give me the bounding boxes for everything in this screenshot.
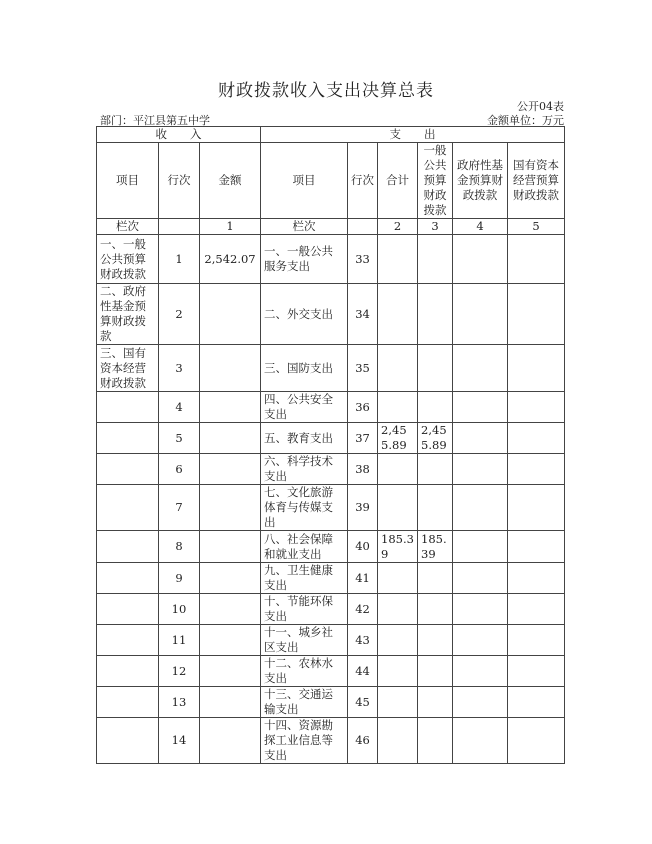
cell-fund: [453, 718, 508, 764]
cell-general: [418, 594, 453, 625]
cell-in-amount: [200, 454, 261, 485]
table-row: [97, 485, 565, 531]
cell-in-item: [97, 531, 159, 563]
cell-in-line: 3: [159, 345, 200, 392]
col-line: 行次: [159, 143, 200, 219]
cell-out-item: 十三、交通运输支出: [261, 687, 348, 718]
cell-general: [418, 485, 453, 531]
cell-in-amount: [200, 531, 261, 563]
cell-in-item: [97, 594, 159, 625]
cell-fund: [453, 345, 508, 392]
cell-out-item: 一、一般公共服务支出: [261, 235, 348, 284]
cell-out-item: 八、社会保障和就业支出: [261, 531, 348, 563]
cell-fund: [453, 687, 508, 718]
cell-capital: [508, 392, 565, 423]
cell-out-line: 43: [348, 625, 378, 656]
income-header: 收 入: [97, 127, 261, 143]
cell-total: [378, 284, 418, 345]
cell-in-item: 一、一般公共预算财政拨款: [97, 235, 159, 284]
cell-out-item: 十一、城乡社区支出: [261, 625, 348, 656]
cell-in-line: 5: [159, 423, 200, 454]
cell-out-line: 40: [348, 531, 378, 563]
cell-out-line: 41: [348, 563, 378, 594]
table-row: [97, 718, 565, 764]
cell-general: [418, 284, 453, 345]
cell-in-amount: [200, 392, 261, 423]
cell-in-line: 13: [159, 687, 200, 718]
table-row: [97, 235, 565, 284]
cell-out-line: 42: [348, 594, 378, 625]
amount-unit: 金额单位：万元: [487, 114, 564, 127]
cell-in-line: 6: [159, 454, 200, 485]
table-row: [97, 423, 565, 454]
cell-out-line: 38: [348, 454, 378, 485]
cell-out-item: 十二、农林水支出: [261, 656, 348, 687]
col-row-1: 1: [200, 219, 261, 235]
expense-header: 支 出: [261, 127, 565, 143]
cell-fund: [453, 563, 508, 594]
cell-total: [378, 235, 418, 284]
cell-total: [378, 656, 418, 687]
cell-general: [418, 718, 453, 764]
cell-total: [378, 345, 418, 392]
col-row-4: 4: [453, 219, 508, 235]
cell-fund: [453, 485, 508, 531]
cell-fund: [453, 284, 508, 345]
cell-total: [378, 625, 418, 656]
cell-capital: [508, 718, 565, 764]
cell-in-item: [97, 625, 159, 656]
table-row: [97, 625, 565, 656]
cell-capital: [508, 423, 565, 454]
cell-in-amount: [200, 625, 261, 656]
cell-total: [378, 718, 418, 764]
cell-out-line: 44: [348, 656, 378, 687]
col-gov-fund: 政府性基金预算财政拨款: [453, 143, 508, 219]
table-row: [97, 687, 565, 718]
col-row-5: 5: [508, 219, 565, 235]
cell-in-amount: [200, 345, 261, 392]
col-row-label2: 栏次: [261, 219, 348, 235]
cell-in-line: 9: [159, 563, 200, 594]
cell-out-line: 45: [348, 687, 378, 718]
page-title: 财政拨款收入支出决算总表: [218, 81, 434, 101]
cell-total: [378, 687, 418, 718]
col-state-capital: 国有资本经营预算财政拨款: [508, 143, 565, 219]
cell-in-amount: 2,542.07: [200, 235, 261, 284]
cell-in-line: 10: [159, 594, 200, 625]
cell-general: [418, 235, 453, 284]
table-row: [97, 454, 565, 485]
cell-out-item: 四、公共安全支出: [261, 392, 348, 423]
cell-in-item: [97, 485, 159, 531]
cell-general: [418, 392, 453, 423]
col-general: 一般公共预算财政拨款: [418, 143, 453, 219]
cell-capital: [508, 594, 565, 625]
col-row-3: 3: [418, 219, 453, 235]
cell-general: 2,455.89: [418, 423, 453, 454]
cell-in-amount: [200, 687, 261, 718]
empty-cell: [348, 219, 378, 235]
cell-in-amount: [200, 485, 261, 531]
cell-out-item: 六、科学技术支出: [261, 454, 348, 485]
cell-fund: [453, 392, 508, 423]
cell-out-line: 34: [348, 284, 378, 345]
empty-cell: [159, 219, 200, 235]
cell-in-line: 1: [159, 235, 200, 284]
cell-total: 185.39: [378, 531, 418, 563]
cell-out-line: 36: [348, 392, 378, 423]
cell-in-item: [97, 687, 159, 718]
cell-capital: [508, 235, 565, 284]
table-row: [97, 594, 565, 625]
cell-in-line: 7: [159, 485, 200, 531]
cell-in-line: 4: [159, 392, 200, 423]
cell-in-amount: [200, 656, 261, 687]
col-total: 合计: [378, 143, 418, 219]
cell-total: [378, 392, 418, 423]
cell-in-item: [97, 718, 159, 764]
cell-out-line: 37: [348, 423, 378, 454]
cell-total: 2,455.89: [378, 423, 418, 454]
cell-out-line: 33: [348, 235, 378, 284]
cell-in-item: [97, 423, 159, 454]
cell-fund: [453, 594, 508, 625]
cell-out-item: 十四、资源勘探工业信息等支出: [261, 718, 348, 764]
cell-in-amount: [200, 594, 261, 625]
col-amount: 金额: [200, 143, 261, 219]
col-item: 项目: [97, 143, 159, 219]
cell-fund: [453, 423, 508, 454]
cell-capital: [508, 625, 565, 656]
cell-general: [418, 345, 453, 392]
cell-out-item: 九、卫生健康支出: [261, 563, 348, 594]
cell-out-item: 十、节能环保支出: [261, 594, 348, 625]
cell-capital: [508, 485, 565, 531]
cell-general: [418, 687, 453, 718]
cell-in-item: [97, 656, 159, 687]
col-item2: 项目: [261, 143, 348, 219]
cell-total: [378, 485, 418, 531]
cell-general: [418, 563, 453, 594]
table-row: [97, 563, 565, 594]
table-row: [97, 531, 565, 563]
cell-in-line: 8: [159, 531, 200, 563]
cell-in-item: [97, 454, 159, 485]
cell-in-line: 12: [159, 656, 200, 687]
cell-in-item: [97, 563, 159, 594]
cell-in-amount: [200, 284, 261, 345]
cell-capital: [508, 563, 565, 594]
cell-general: [418, 656, 453, 687]
cell-out-item: 三、国防支出: [261, 345, 348, 392]
form-code: 公开04表: [517, 100, 564, 113]
cell-in-line: 2: [159, 284, 200, 345]
cell-total: [378, 594, 418, 625]
table-row: [97, 656, 565, 687]
cell-general: [418, 625, 453, 656]
cell-in-line: 11: [159, 625, 200, 656]
cell-in-item: 三、国有资本经营财政拨款: [97, 345, 159, 392]
cell-capital: [508, 345, 565, 392]
cell-fund: [453, 235, 508, 284]
cell-out-line: 39: [348, 485, 378, 531]
cell-in-item: 二、政府性基金预算财政拨款: [97, 284, 159, 345]
cell-capital: [508, 284, 565, 345]
cell-out-item: 七、文化旅游体育与传媒支出: [261, 485, 348, 531]
col-row-2: 2: [378, 219, 418, 235]
cell-total: [378, 454, 418, 485]
cell-in-amount: [200, 423, 261, 454]
cell-general: 185.39: [418, 531, 453, 563]
cell-capital: [508, 454, 565, 485]
cell-capital: [508, 687, 565, 718]
cell-in-item: [97, 392, 159, 423]
cell-out-line: 46: [348, 718, 378, 764]
cell-in-amount: [200, 718, 261, 764]
col-row-label: 栏次: [97, 219, 159, 235]
cell-out-item: 二、外交支出: [261, 284, 348, 345]
cell-out-line: 35: [348, 345, 378, 392]
cell-fund: [453, 656, 508, 687]
cell-capital: [508, 656, 565, 687]
cell-out-item: 五、教育支出: [261, 423, 348, 454]
cell-capital: [508, 531, 565, 563]
cell-in-line: 14: [159, 718, 200, 764]
table-row: [97, 345, 565, 392]
cell-general: [418, 454, 453, 485]
table-row: [97, 392, 565, 423]
cell-fund: [453, 625, 508, 656]
col-line2: 行次: [348, 143, 378, 219]
cell-total: [378, 563, 418, 594]
department: 部门：平江县第五中学: [100, 114, 210, 127]
cell-fund: [453, 454, 508, 485]
table-row: [97, 284, 565, 345]
cell-in-amount: [200, 563, 261, 594]
cell-fund: [453, 531, 508, 563]
budget-table: [96, 126, 565, 764]
